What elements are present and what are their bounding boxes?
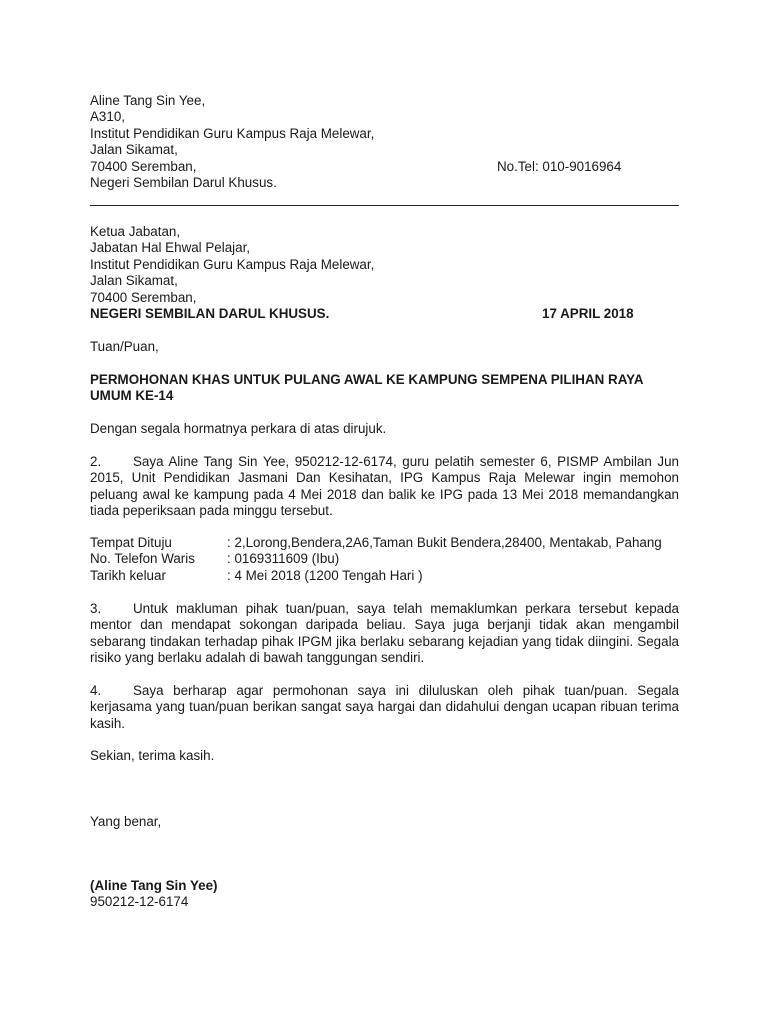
signature-ic: 950212-12-6174 xyxy=(90,894,189,910)
sender-phone: No.Tel: 010-9016964 xyxy=(497,158,622,174)
subject xyxy=(90,372,679,405)
paragraph-2 xyxy=(90,454,679,520)
detail-value: : 0169311609 (Ibu) xyxy=(227,551,340,567)
detail-value: : 2,Lorong,Bendera,2A6,Taman Bukit Bendera,28400, Mentakab, Pahang xyxy=(227,535,662,550)
sender-street: Jalan Sikamat, xyxy=(90,142,178,158)
signoff: Yang benar, xyxy=(90,814,162,829)
sender-state: Negeri Sembilan Darul Khusus. xyxy=(90,175,277,191)
sender-name: Aline Tang Sin Yee, xyxy=(90,93,206,108)
opening-line: Dengan segala hormatnya perkara di atas dirujuk. xyxy=(90,421,387,436)
detail-label: Tempat Dituju xyxy=(90,535,172,550)
detail-label: No. Telefon Waris xyxy=(90,551,195,567)
sender-city-row xyxy=(90,159,679,175)
letter-date: 17 APRIL 2018 xyxy=(542,306,634,322)
paragraph-4-text: Saya berharap agar permohonan saya ini diluluskan oleh pihak tuan/puan. Segala kerjasama yang tuan/puan berikan sangat saya hargai dan didahului dengan ucapan ribuan terima kasih. xyxy=(90,683,679,731)
detail-row xyxy=(90,551,690,567)
detail-row xyxy=(90,535,690,551)
subject-line-2: UMUM KE-14 xyxy=(90,388,174,404)
recipient-line-5: 70400 Seremban, xyxy=(90,289,197,305)
sender-city: 70400 Seremban, xyxy=(90,158,197,174)
paragraph-3-number: 3. xyxy=(90,601,102,616)
sender-room: A310, xyxy=(90,109,125,125)
recipient-line-2: Jabatan Hal Ehwal Pelajar, xyxy=(90,240,251,256)
closing-line: Sekian, terima kasih. xyxy=(90,748,215,763)
recipient-state-row xyxy=(90,306,679,322)
recipient-line-4: Jalan Sikamat, xyxy=(90,273,178,289)
paragraph-3 xyxy=(90,601,679,667)
signature-name: (Aline Tang Sin Yee) xyxy=(90,878,218,893)
detail-value: : 4 Mei 2018 (1200 Tengah Hari ) xyxy=(227,567,423,583)
detail-row xyxy=(90,568,690,584)
paragraph-4-number: 4. xyxy=(90,683,102,698)
salutation: Tuan/Puan, xyxy=(90,339,159,354)
recipient-address xyxy=(90,224,679,322)
sender-address xyxy=(90,93,679,191)
recipient-state: NEGERI SEMBILAN DARUL KHUSUS. xyxy=(90,306,330,322)
subject-line-1: PERMOHONAN KHAS UNTUK PULANG AWAL KE KAMPUNG SEMPENA PILIHAN RAYA xyxy=(90,372,644,387)
paragraph-2-number: 2. xyxy=(90,454,102,469)
paragraph-3-text: Untuk makluman pihak tuan/puan, saya telah memaklumkan perkara tersebut kepada mentor dan mendapat sokongan daripada beliau. Saya juga berjanji tidak akan mengambil sebarang tindakan terhadap pihak IPGM jika berlaku sebarang kejadian yang tidak diingini. Segala risiko yang berlaku adalah di bawah tanggungan sendiri. xyxy=(90,601,679,666)
details-list xyxy=(90,535,690,584)
recipient-line-3: Institut Pendidikan Guru Kampus Raja Melewar, xyxy=(90,256,375,272)
paragraph-2-text: Saya Aline Tang Sin Yee, 950212-12-6174, guru pelatih semester 6, PISMP Ambilan Jun 2015, Unit Pendidikan Jasmani Dan Kesihatan, IPG Kampus Raja Melewar ingin memohon peluang awal ke kampung pada 4 Mei 2018 dan balik ke IPG pada 13 Mei 2018 memandangkan tiada peperiksaan pada minggu tersebut. xyxy=(90,454,679,519)
sender-institution: Institut Pendidikan Guru Kampus Raja Melewar, xyxy=(90,125,375,141)
divider-line xyxy=(90,205,679,206)
paragraph-4 xyxy=(90,683,679,732)
signature-block xyxy=(90,878,679,911)
recipient-line-1: Ketua Jabatan, xyxy=(90,224,181,239)
detail-label: Tarikh keluar xyxy=(90,567,166,583)
